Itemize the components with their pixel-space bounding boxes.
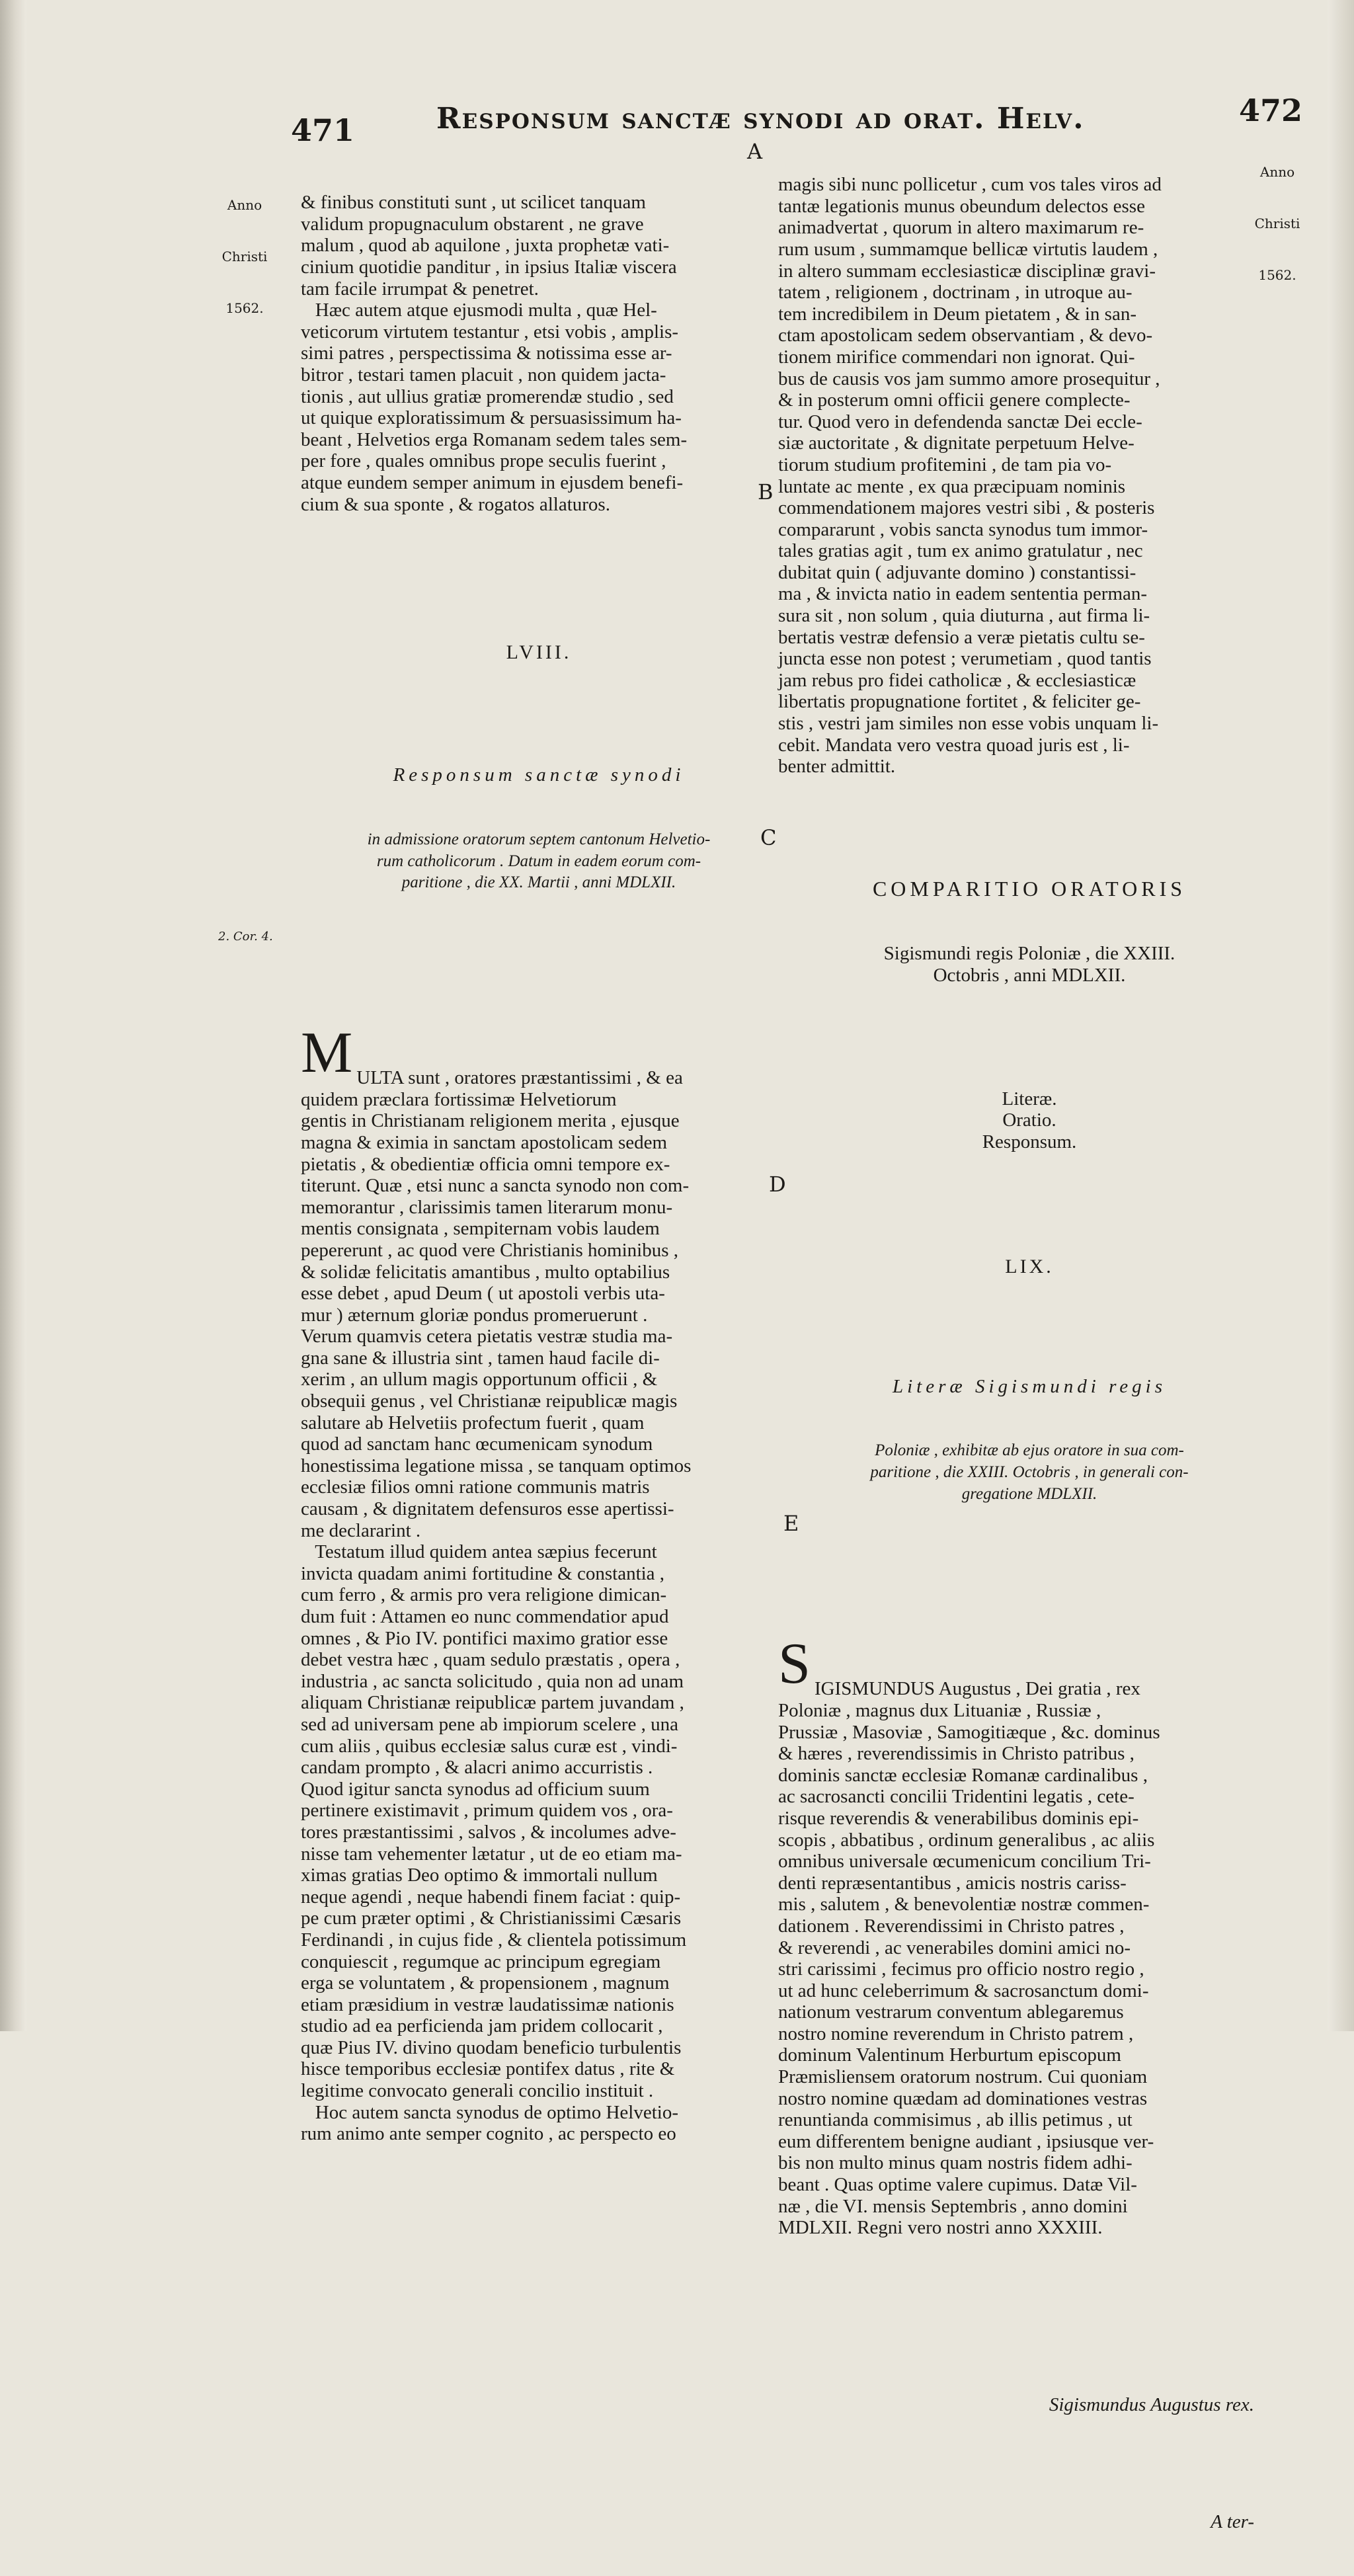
text-line: ecclesiæ filios omni ratione communis matris xyxy=(301,1476,650,1498)
text-line: juncta esse non potest ; verumetiam , quod tantis xyxy=(778,648,1152,670)
text-line: tantæ legationis munus obeundum delectos esse xyxy=(778,195,1145,217)
text-line: tales gratias agit , tum ex animo gratulatur , nec xyxy=(778,540,1143,562)
text-line: bus de causis vos jam summo amore prosequitur , xyxy=(778,368,1160,389)
left-body xyxy=(301,1002,777,2188)
text-line: pe cum præter optimi , & Christianissimi Cæsaris xyxy=(301,1908,682,1929)
text-line: IGISMUNDUS Augustus , Dei gratia , rex xyxy=(814,1678,1140,1700)
text-line: dubitat quin ( adjuvante domino ) constantissi- xyxy=(778,561,1136,583)
text-line: Sigismundi regis Poloniæ , die XXIII. xyxy=(883,942,1175,964)
text-line: mur ) æternum gloriæ pondus promeruerunt . xyxy=(301,1304,648,1326)
text-line: cium & sua sponte , & rogatos allaturos. xyxy=(301,493,610,515)
text-line: cinium quotidie panditur , in ipsius Italiæ viscera xyxy=(301,256,677,278)
text-line: Octobris , anni MDLXII. xyxy=(933,964,1126,986)
section-heading-lviii: Responsum sanctæ synodi xyxy=(393,764,685,786)
text-line: Poloniæ , exhibitæ ab ejus oratore in sua com- xyxy=(875,1441,1184,1460)
text-line: quæ Pius IV. divino quodam beneficio turbulentis xyxy=(301,2036,682,2058)
text-line: erga se voluntatem , & propensionem , magnum xyxy=(301,1972,670,1994)
comparitio-title: COMPARITIO ORATORIS xyxy=(872,877,1187,901)
left-column xyxy=(301,149,777,2231)
text-line: ximas gratias Deo optimo & immortali nullum xyxy=(301,1865,658,1886)
text-line: atque eundem semper animum in ejusdem benefi- xyxy=(301,471,684,493)
text-line: stri carissimi , fecimus pro officio nostro regio , xyxy=(778,1958,1144,1980)
text-line: ut ad hunc celeberrimum & sacrosanctum domi- xyxy=(778,1980,1149,2001)
text-line: Testatum illud quidem antea sæpius fecerunt xyxy=(301,1541,657,1563)
text-line: esse debet , apud Deum ( ut apostoli verbis uta- xyxy=(301,1283,665,1305)
text-line: salutare ab Helvetiis profectum fuerit , quam xyxy=(301,1412,645,1433)
right-column xyxy=(778,131,1281,2576)
text-line: neque agendi , neque habendi finem faciat : quip- xyxy=(301,1886,681,1908)
text-line: & finibus constituti sunt , ut scilicet tanquam xyxy=(301,192,646,214)
text-line: cum ferro , & armis pro vera religione dimican- xyxy=(301,1584,667,1606)
marginal-line: 1562. xyxy=(1258,267,1296,283)
text-line: validum propugnaculum obstarent , ne grave xyxy=(301,213,644,235)
text-line: aliquam Christianæ reipublicæ partem juvandam , xyxy=(301,1692,684,1714)
text-line: siæ auctoritate , & dignitate perpetuum Helve- xyxy=(778,432,1135,454)
text-line: Literæ. xyxy=(1002,1088,1057,1109)
text-line: hisce temporibus ecclesiæ pontifex datus , rite & xyxy=(301,2058,675,2080)
text-line: MDLXII. Regni vero nostri anno XXXIII. xyxy=(778,2217,1103,2239)
text-line: rum animo ante semper cognito , ac perspecto eo xyxy=(301,2123,676,2145)
text-line: jam rebus pro fidei catholicæ , & ecclesiasticæ xyxy=(778,669,1136,691)
text-line: tur. Quod vero in defendenda sanctæ Dei eccle- xyxy=(778,411,1142,432)
text-line: me declararint . xyxy=(301,1519,421,1541)
text-line: rum catholicorum . Datum in eadem eorum com- xyxy=(376,852,701,870)
text-line: omnibus universale œcumenicum concilium Tri- xyxy=(778,1851,1151,1872)
text-line: Præmisliensem oratorum nostrum. Cui quoniam xyxy=(778,2066,1148,2088)
text-line: benter admittit. xyxy=(778,756,896,778)
text-line: Prussiæ , Masoviæ , Samogitiæque , &c. dominus xyxy=(778,1721,1160,1743)
text-line: conquiescit , regumque ac principum egregiam xyxy=(301,1951,661,1972)
text-line: cum aliis , quibus ecclesiæ salus curæ est , vindi- xyxy=(301,1735,678,1757)
text-line: etiam præsidium in vestræ laudatissimæ nationis xyxy=(301,1993,674,2015)
running-title: Responsum sanctæ synodi ad orat. Helv. xyxy=(436,102,1085,136)
text-line: ctam apostolicam sedem observantiam , & devo- xyxy=(778,325,1153,346)
section-sub-lviii xyxy=(301,829,777,894)
text-line: nostro nomine quædam ad dominationes vestras xyxy=(778,2087,1148,2109)
text-line: tam facile irrumpat & penetret. xyxy=(301,278,539,300)
text-line: quidem præclara fortissimæ Helvetiorum xyxy=(301,1088,617,1110)
text-line: sura sit , non solum , quia diuturna , aut firma li- xyxy=(778,605,1150,627)
text-line: beant , Helvetios erga Romanam sedem tales sem- xyxy=(301,428,688,450)
marginal-line: 1562. xyxy=(225,300,264,316)
section-heading-lix: Literæ Sigismundi regis xyxy=(892,1375,1167,1397)
text-line: compararunt , vobis sancta synodus tum immor- xyxy=(778,518,1148,540)
text-line: candam prompto , & alacri animo accurristis . xyxy=(301,1757,653,1779)
text-line: obsequii genus , vel Christianæ reipublicæ magis xyxy=(301,1390,678,1412)
text-line: legitime convocato generali concilio instituit . xyxy=(301,2080,654,2102)
text-line: in altero summam ecclesiasticæ disciplinæ gravi- xyxy=(778,260,1156,282)
text-line: Hæc autem atque ejusmodi multa , quæ Hel- xyxy=(301,300,657,321)
text-line: & reverendi , ac venerabiles domini amici no- xyxy=(778,1937,1131,1958)
text-line: pepererunt , ac quod vere Christianis hominibus , xyxy=(301,1239,679,1261)
text-line: in admissione oratorum septem cantonum Helvetio- xyxy=(367,830,711,849)
scripture-reference: 2. Cor. 4. xyxy=(218,930,273,944)
text-line: animadvertat , quorum in altero maximarum re- xyxy=(778,217,1144,239)
text-line: industria , ac sancta solicitudo , quia non ad unam xyxy=(301,1670,684,1692)
page-edge-right xyxy=(1328,0,1354,2031)
text-line: magis sibi nunc pollicetur , cum vos tales viros ad xyxy=(778,174,1162,196)
text-line: Verum quamvis cetera pietatis vestræ studia ma- xyxy=(301,1326,673,1348)
catchword: A ter- xyxy=(1211,2511,1254,2533)
text-line: denti repræsentantibus , amicis nostris cariss- xyxy=(778,1872,1127,1894)
right-top-text xyxy=(778,174,1281,778)
text-line: sed ad universam pene ab impiorum scelere , una xyxy=(301,1713,678,1735)
text-line: commendationem majores vestri sibi , & posteris xyxy=(778,497,1155,519)
text-line: risque reverendis & venerabilibus dominis epi- xyxy=(778,1807,1139,1829)
text-line: & solidæ felicitatis amantibus , multo optabilius xyxy=(301,1261,670,1283)
text-line: luntate ac mente , ex qua præcipuam nominis xyxy=(778,475,1126,497)
section-sub-lix xyxy=(778,1440,1281,1505)
text-line: libertatis propugnatione fortitet , & feliciter ge- xyxy=(778,691,1141,713)
text-line: gna sane & illustria sint , tamen haud facile di- xyxy=(301,1347,660,1369)
marginal-line: Christi xyxy=(1254,216,1300,231)
marginal-line: Anno xyxy=(1259,164,1295,180)
text-line: tores præstantissimi , salvos , & incolumes adve- xyxy=(301,1821,676,1843)
section-letter-b: B xyxy=(758,479,774,504)
text-line: gregatione MDLXII. xyxy=(961,1484,1097,1503)
text-line: tem incredibilem in Deum pietatem , & in san- xyxy=(778,303,1136,325)
text-line: Oratio. xyxy=(1002,1109,1056,1131)
right-body-text xyxy=(778,1678,1281,2238)
text-line: gentis in Christianam religionem merita , ejusque xyxy=(301,1110,680,1132)
text-line: rum usum , summamque bellicæ virtutis laudem , xyxy=(778,238,1158,260)
text-line: ma , & invicta natio in eadem sententia perman- xyxy=(778,583,1148,605)
section-letter-a: A xyxy=(747,139,763,164)
text-line: tiorum studium profitemini , de tam pia vo- xyxy=(778,454,1112,475)
page-edge-left xyxy=(0,0,26,2031)
text-line: mentis consignata , sempiternam vobis laudem xyxy=(301,1218,660,1240)
text-line: honestissima legatione missa , se tanquam optimos xyxy=(301,1455,692,1476)
text-line: pertinere existimavit , primum quidem vos , ora- xyxy=(301,1800,673,1822)
text-line: nationum vestrarum conventum ablegaremus xyxy=(778,2001,1124,2023)
text-line: Responsum. xyxy=(982,1131,1077,1152)
text-line: eum differentem benigne audiant , ipsiusque ver- xyxy=(778,2130,1154,2152)
page-number-left: 471 xyxy=(291,112,355,148)
comparitio-list xyxy=(778,1088,1281,1153)
comparitio-sub xyxy=(778,943,1281,986)
text-line: stis , vestri jam similes non esse vobis unquam li- xyxy=(778,713,1159,735)
text-line: nostro nomine reverendum in Christo patrem , xyxy=(778,2023,1134,2044)
text-line: paritione , die XXIII. Octobris , in generali con- xyxy=(870,1463,1189,1482)
text-line: paritione , die XX. Martii , anni MDLXII. xyxy=(401,873,676,892)
text-line: debet vestra hæc , quam sedulo præstatis , opera , xyxy=(301,1649,680,1671)
text-line: xerim , an ullum magis opportunum officii , & xyxy=(301,1369,658,1390)
signature: Sigismundus Augustus rex. xyxy=(1049,2394,1254,2416)
text-line: magna & eximia in sanctam apostolicam sedem xyxy=(301,1131,668,1153)
marginal-line: Anno xyxy=(227,197,262,213)
section-letter-c: C xyxy=(760,825,777,850)
left-top-text xyxy=(301,192,777,515)
text-line: Hoc autem sancta synodus de optimo Helvetio- xyxy=(301,2101,679,2123)
text-line: beant . Quas optime valere cupimus. Datæ Vil- xyxy=(778,2174,1137,2196)
text-line: studio ad ea perficienda jam pridem collocarit , xyxy=(301,2015,663,2037)
page-number-right: 472 xyxy=(1238,93,1302,128)
section-number-lviii: LVIII. xyxy=(506,641,572,664)
text-line: dum fuit : Attamen eo nunc commendatior apud xyxy=(301,1606,669,1627)
text-line: Poloniæ , magnus dux Lituaniæ , Russiæ , xyxy=(778,1699,1101,1721)
marginal-line: Christi xyxy=(221,249,268,264)
text-line: causam , & dignitatem defensuros esse apertissi- xyxy=(301,1498,674,1520)
text-line: dominis sanctæ ecclesiæ Romanæ cardinalibus , xyxy=(778,1764,1148,1786)
text-line: dationem . Reverendissimi in Christo patres , xyxy=(778,1915,1125,1937)
text-line: malum , quod ab aquilone , juxta prophetæ vati- xyxy=(301,235,670,257)
text-line: veticorum virtutem testantur , etsi vobis , amplis- xyxy=(301,321,679,342)
text-line: & in posterum omni officii genere complecte- xyxy=(778,389,1131,411)
text-line: bis non multo minus quam nostris fidem adhi- xyxy=(778,2152,1133,2174)
text-line: omnes , & Pio IV. pontifici maximo gratior esse xyxy=(301,1627,668,1649)
section-letter-d: D xyxy=(769,1172,786,1197)
text-line: ULTA sunt , oratores præstantissimi , & ea xyxy=(356,1067,683,1089)
text-line: tionem mirifice commendari non ignorat. Qui- xyxy=(778,346,1135,368)
text-line: ac sacrosancti concilii Tridentini legatis , cete- xyxy=(778,1786,1135,1808)
text-line: titerunt. Quæ , etsi nunc a sancta synodo non com- xyxy=(301,1175,690,1197)
text-line: Ferdinandi , in cujus fide , & clientela potissimum xyxy=(301,1929,687,1951)
text-line: pietatis , & obedientiæ officia omni tempore ex- xyxy=(301,1153,670,1175)
section-letter-e: E xyxy=(783,1511,799,1536)
dropcap-s: S xyxy=(778,1632,811,1697)
text-line: memorantur , clarissimis tamen literarum monu- xyxy=(301,1196,673,1218)
text-line: invicta quadam animi fortitudine & constantia , xyxy=(301,1562,665,1584)
text-line: dominum Valentinum Herburtum episcopum xyxy=(778,2044,1121,2066)
left-body-text xyxy=(301,1067,777,2145)
text-line: Quod igitur sancta synodus ad officium suum xyxy=(301,1778,650,1800)
text-line: mis , salutem , & benevolentiæ nostræ commen- xyxy=(778,1894,1150,1915)
text-line: scopis , abbatibus , ordinum generalibus , ac aliis xyxy=(778,1829,1155,1851)
text-line: tatem , religionem , doctrinam , in utroque au- xyxy=(778,282,1133,303)
right-body xyxy=(778,1614,1281,2282)
text-line: bertatis vestræ defensio a veræ pietatis cultu se- xyxy=(778,626,1145,648)
text-line: tionis , aut ullius gratiæ promerendæ studio , sed xyxy=(301,385,674,407)
marginal-anno-left xyxy=(205,162,284,351)
text-line: & hæres , reverendissimis in Christo patribus , xyxy=(778,1743,1135,1765)
text-line: simi patres , perspectissima & notissima esse ar- xyxy=(301,342,672,364)
text-line: renuntianda commisimus , ab illis petimus , ut xyxy=(778,2109,1133,2131)
text-line: bitror , testari tamen placuit , non quidem jacta- xyxy=(301,364,666,385)
text-line: quod ad sanctam hanc œcumenicam synodum xyxy=(301,1433,653,1455)
text-line: per fore , quales omnibus prope seculis fuerint , xyxy=(301,450,666,472)
text-line: nisse tam vehementer lætatur , ut de eo etiam ma- xyxy=(301,1843,682,1865)
text-line: cebit. Mandata vero vestra quoad juris est , li- xyxy=(778,734,1130,756)
text-line: ut quique exploratissimum & persuasissimum ha- xyxy=(301,407,682,429)
section-number-lix: LIX. xyxy=(1005,1255,1054,1277)
text-line: næ , die VI. mensis Septembris , anno domini xyxy=(778,2195,1128,2217)
dropcap-m: M xyxy=(301,1020,353,1085)
